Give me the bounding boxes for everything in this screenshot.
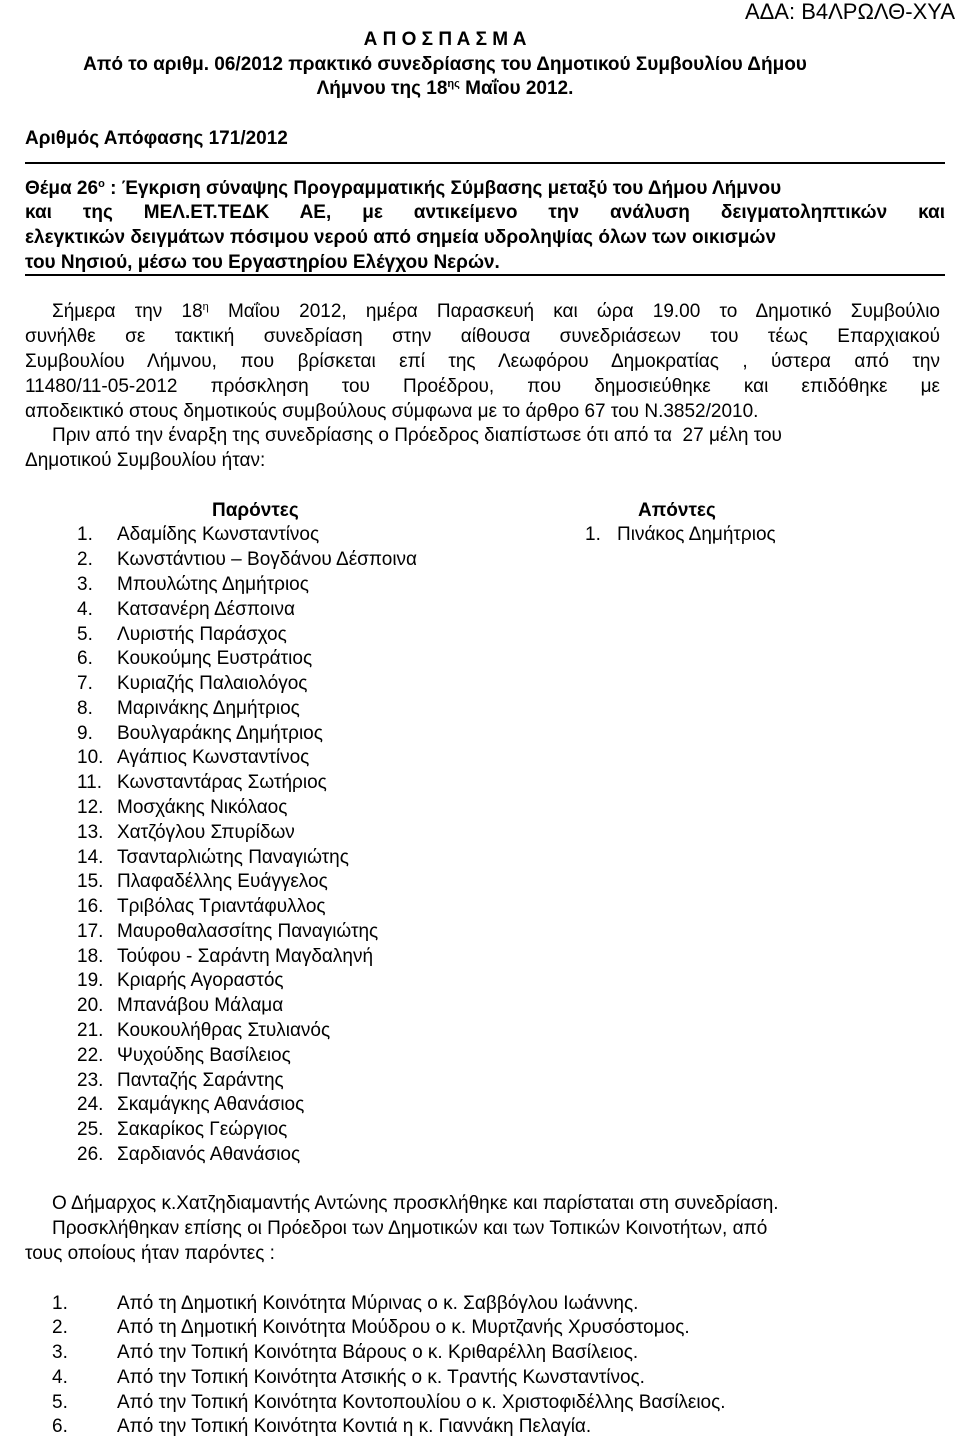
intro-date-text: Σήμερα την 18 xyxy=(52,302,203,323)
member-name: Σακαρίκος Γεώργιος xyxy=(117,1119,288,1141)
member-name: Κουκουλήθρας Στυλιανός xyxy=(117,1020,331,1041)
member-name: Σαρδιανός Αθανάσιος xyxy=(117,1143,301,1165)
present-member xyxy=(77,1071,284,1091)
intro-line-5: αποδεικτικό στους δημοτικούς συμβούλους σύμφωνα με το άρθρο 67 του Ν.3852/2010. xyxy=(25,400,759,422)
intro-line-1-rest: Μαΐου 2012, ημέρα Παρασκευή και ώρα 19.00 το Δημοτικό Συμβούλιο xyxy=(208,302,940,323)
intro-line-2: συνήλθε σε τακτική συνεδρίαση στην αίθουσα συνεδριάσεων του τέως Επαρχιακού xyxy=(25,327,940,348)
member-number: 23. xyxy=(77,1069,104,1091)
present-member xyxy=(77,947,373,967)
member-name: Ψυχούδης Βασίλειος xyxy=(117,1044,291,1066)
intro-date-superscript: η xyxy=(202,302,209,314)
member-number: 3. xyxy=(77,573,93,595)
header-line-2-superscript: ης xyxy=(447,78,460,91)
community-number: 3. xyxy=(52,1342,68,1364)
present-member xyxy=(77,674,307,694)
community-item xyxy=(52,1393,726,1413)
member-number: 19. xyxy=(77,970,104,992)
member-name: Τσανταρλιώτης Παναγιώτης xyxy=(117,846,349,868)
member-name: Μπουλώτης Δημήτριος xyxy=(117,573,309,595)
divider-top xyxy=(25,162,945,164)
document-title: Α Π Ο Σ Π Α Σ Μ Α xyxy=(363,28,527,50)
present-member xyxy=(77,971,284,991)
present-member xyxy=(77,1120,287,1140)
member-number: 6. xyxy=(77,648,93,670)
header-line-2-date: Μαΐου 2012. xyxy=(459,78,574,100)
community-number: 1. xyxy=(52,1292,68,1314)
present-member xyxy=(77,550,417,570)
header-line-2-text: Λήμνου της 18 xyxy=(316,78,448,100)
present-member xyxy=(77,525,319,545)
community-item xyxy=(52,1294,638,1314)
member-number: 1. xyxy=(77,524,93,546)
subject-line-4: του Νησιού, μέσω του Εργαστηρίου Ελέγχου Νερών. xyxy=(25,251,500,273)
member-number: 8. xyxy=(77,697,93,719)
community-item xyxy=(52,1417,591,1437)
member-name: Μοσχάκης Νικόλαος xyxy=(117,797,288,818)
member-number: 5. xyxy=(77,623,93,645)
absent-name: Πινάκος Δημήτριος xyxy=(617,524,776,546)
subject-label: Θέμα 26 xyxy=(25,177,99,199)
present-member xyxy=(77,1046,291,1066)
member-number: 11. xyxy=(77,772,103,794)
present-member xyxy=(77,600,295,620)
ada-code: ΑΔΑ: Β4ΛΡΩΛΘ-ΧΥΑ xyxy=(744,0,955,24)
member-number: 25. xyxy=(77,1119,104,1141)
invited-line-1: Προσκλήθηκαν επίσης οι Πρόεδροι των Δημοτικών και των Τοπικών Κοινοτήτων, από xyxy=(52,1218,768,1240)
header-line-1: Από το αριθμ. 06/2012 πρακτικό συνεδρίασης του Δημοτικού Συμβουλίου Δήμου xyxy=(83,53,807,75)
intro-line-1 xyxy=(52,302,940,322)
member-name: Πανταζής Σαράντης xyxy=(117,1069,284,1091)
header-line-2 xyxy=(25,79,865,99)
present-member xyxy=(77,1021,330,1041)
member-name: Κωνστάντιου – Βογδάνου Δέσποινα xyxy=(117,549,418,571)
present-member xyxy=(77,625,287,645)
member-number: 10. xyxy=(77,747,104,769)
member-number: 2. xyxy=(77,549,93,571)
absent-heading: Απόντες xyxy=(638,499,716,521)
member-name: Αγάπιος Κωνσταντίνος xyxy=(117,747,310,769)
present-member xyxy=(77,1145,300,1165)
member-number: 7. xyxy=(77,673,93,695)
present-member xyxy=(77,575,309,595)
community-item xyxy=(52,1343,638,1363)
subject-line-3: ελεγκτικών δειγμάτων πόσιμου νερού από σημεία υδροληψίας όλων των οικισμών xyxy=(25,227,777,248)
present-member xyxy=(77,823,295,843)
present-member xyxy=(77,773,327,793)
member-name: Αδαμίδης Κωνσταντίνος xyxy=(117,524,320,546)
present-member xyxy=(77,1095,304,1115)
member-number: 4. xyxy=(77,598,93,620)
intro-line-6: Πριν από την έναρξη της συνεδρίασης ο Πρόεδρος διαπίστωσε ότι από τα 27 μέλη του xyxy=(52,425,782,447)
member-name: Τριβόλας Τριαντάφυλλος xyxy=(117,896,326,918)
member-name: Μαρινάκης Δημήτριος xyxy=(117,697,300,719)
member-number: 13. xyxy=(77,821,104,843)
divider-bottom xyxy=(25,274,945,276)
member-number: 12. xyxy=(77,797,104,818)
member-name: Χατζόγλου Σπυρίδων xyxy=(117,821,295,843)
subject-text: : Έγκριση σύναψης Προγραμματικής Σύμβασης μεταξύ του Δήμου Λήμνου xyxy=(104,177,782,199)
community-text: Από την Τοπική Κοινότητα Κοντοπουλίου ο κ. Χριστοφιδέλλης Βασίλειος. xyxy=(117,1391,726,1413)
decision-number: Αριθμός Απόφασης 171/2012 xyxy=(25,127,288,149)
community-item xyxy=(52,1318,690,1338)
community-text: Από την Τοπική Κοινότητα Ατσικής ο κ. Τραντής Κωνσταντίνος. xyxy=(117,1366,645,1388)
member-name: Κουκούμης Ευστράτιος xyxy=(117,648,313,670)
member-name: Πλαφαδέλλης Ευάγγελος xyxy=(117,871,328,893)
present-member xyxy=(77,748,309,768)
member-name: Βουλγαράκης Δημήτριος xyxy=(117,722,323,744)
member-name: Μπανάβου Μάλαμα xyxy=(117,995,284,1017)
community-text: Από την Τοπική Κοινότητα Βάρους ο κ. Κριθαρέλλη Βασίλειος. xyxy=(117,1342,639,1364)
member-number: 22. xyxy=(77,1044,104,1066)
member-number: 24. xyxy=(77,1094,104,1116)
member-name: Κριαρής Αγοραστός xyxy=(117,970,284,992)
community-text: Από τη Δημοτική Κοινότητα Μούδρου ο κ. Μυρτζανής Χρυσόστομος. xyxy=(117,1317,690,1339)
member-number: 26. xyxy=(77,1143,104,1165)
member-name: Κυριαζής Παλαιολόγος xyxy=(117,673,308,695)
present-member xyxy=(77,649,312,669)
member-number: 18. xyxy=(77,945,104,967)
community-text: Από τη Δημοτική Κοινότητα Μύρινας ο κ. Σαββόγλου Ιωάννης. xyxy=(117,1292,639,1314)
member-name: Σκαμάγκης Αθανάσιος xyxy=(117,1094,305,1116)
present-member xyxy=(77,798,287,818)
absent-member xyxy=(585,525,776,545)
community-number: 4. xyxy=(52,1366,68,1388)
member-name: Μαυροθαλασσίτης Παναγιώτης xyxy=(117,920,379,942)
present-member xyxy=(77,724,323,744)
present-member xyxy=(77,996,283,1016)
subject-superscript: ο xyxy=(98,177,105,190)
member-number: 15. xyxy=(77,871,104,893)
intro-line-7: Δημοτικού Συμβουλίου ήταν: xyxy=(25,450,266,471)
community-number: 2. xyxy=(52,1317,68,1339)
invited-line-2: τους οποίους ήταν παρόντες : xyxy=(25,1243,275,1264)
intro-line-3: Συμβουλίου Λήμνου, που βρίσκεται επί της Λεωφόρου Δημοκρατίας , ύστερα από την xyxy=(25,351,940,372)
member-name: Τούφου - Σαράντη Μαγδαληνή xyxy=(117,945,374,967)
subject-line-2: και της ΜΕΛ.ΕΤ.ΤΕΔΚ ΑΕ, με αντικείμενο την ανάλυση δειγματοληπτικών και xyxy=(25,203,945,224)
intro-line-4: 11480/11-05-2012 πρόσκληση του Προέδρου, που δημοσιεύθηκε και επιδόθηκε με xyxy=(25,376,940,397)
member-name: Λυριστής Παράσχος xyxy=(117,623,287,645)
present-member xyxy=(77,922,378,942)
member-number: 14. xyxy=(77,846,104,868)
present-heading: Παρόντες xyxy=(212,499,299,521)
present-member xyxy=(77,872,328,892)
community-number: 6. xyxy=(52,1416,68,1438)
present-member xyxy=(77,699,300,719)
member-number: 16. xyxy=(77,896,104,918)
community-number: 5. xyxy=(52,1391,68,1413)
community-text: Από την Τοπική Κοινότητα Κοντιά η κ. Γιαννάκη Πελαγία. xyxy=(117,1416,592,1438)
absent-number: 1. xyxy=(585,524,601,546)
member-name: Κατσανέρη Δέσποινα xyxy=(117,598,295,620)
member-number: 17. xyxy=(77,920,104,942)
community-item xyxy=(52,1368,645,1388)
member-number: 20. xyxy=(77,995,104,1017)
member-number: 21. xyxy=(77,1020,104,1041)
present-member xyxy=(77,848,349,868)
mayor-statement: Ο Δήμαρχος κ.Χατζηδιαμαντής Αντώνης προσκλήθηκε και παρίσταται στη συνεδρίαση. xyxy=(52,1193,779,1215)
member-name: Κωνσταντάρας Σωτήριος xyxy=(117,772,327,794)
present-member xyxy=(77,897,326,917)
member-number: 9. xyxy=(77,722,93,744)
subject-line-1 xyxy=(25,179,781,199)
